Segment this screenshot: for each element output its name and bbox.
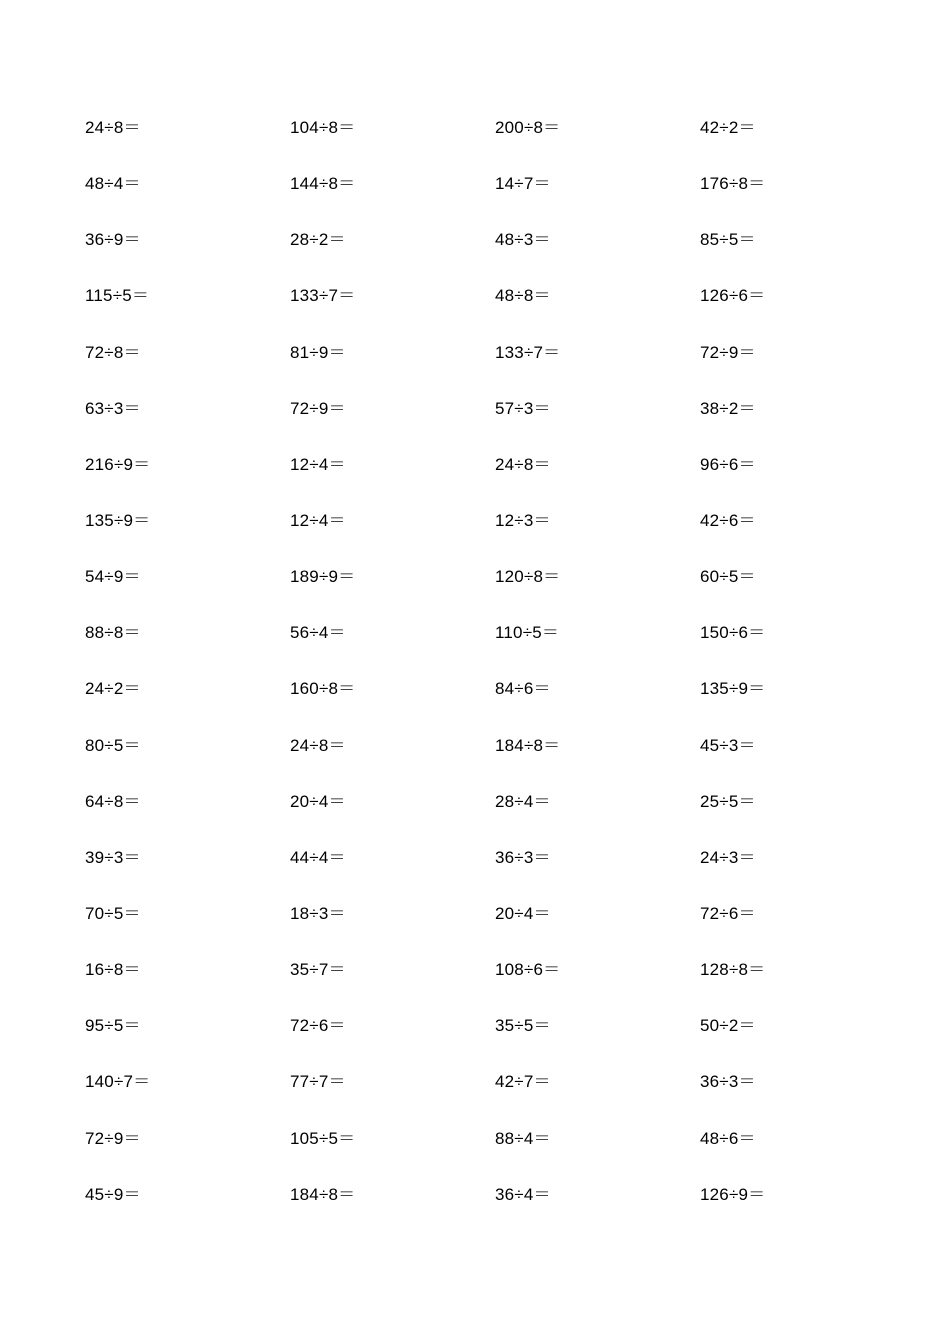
division-problem: 44÷4＝ xyxy=(290,847,346,867)
division-problem: 135÷9＝ xyxy=(85,510,151,530)
division-problem: 72÷9＝ xyxy=(290,398,346,418)
division-problem: 88÷8＝ xyxy=(85,623,141,643)
division-problem: 72÷9＝ xyxy=(700,342,756,362)
division-problem: 56÷4＝ xyxy=(290,623,346,643)
division-problem: 42÷2＝ xyxy=(700,118,756,137)
division-problem: 80÷5＝ xyxy=(85,735,141,755)
division-problem: 54÷9＝ xyxy=(85,567,141,587)
division-problem: 36÷3＝ xyxy=(700,1072,756,1092)
division-problem: 84÷6＝ xyxy=(495,679,551,699)
division-problem: 64÷8＝ xyxy=(85,791,141,811)
division-problem: 48÷4＝ xyxy=(85,174,141,194)
division-problem: 48÷3＝ xyxy=(495,230,551,250)
division-problem: 16÷8＝ xyxy=(85,960,141,980)
division-problem: 20÷4＝ xyxy=(290,791,346,811)
division-problem: 140÷7＝ xyxy=(85,1072,151,1092)
division-problem: 24÷8＝ xyxy=(495,454,551,474)
division-problem: 48÷8＝ xyxy=(495,286,551,306)
division-problem: 45÷3＝ xyxy=(700,735,756,755)
division-problem: 133÷7＝ xyxy=(290,286,356,306)
division-problem: 48÷6＝ xyxy=(700,1128,756,1148)
division-problem: 216÷9＝ xyxy=(85,454,151,474)
division-problem: 120÷8＝ xyxy=(495,567,561,587)
division-problem: 12÷3＝ xyxy=(495,510,551,530)
division-problem: 72÷6＝ xyxy=(700,903,756,923)
division-problem: 184÷8＝ xyxy=(290,1184,356,1204)
division-problem: 108÷6＝ xyxy=(495,960,561,980)
division-problem: 36÷4＝ xyxy=(495,1184,551,1204)
division-problem: 160÷8＝ xyxy=(290,679,356,699)
division-problem: 150÷6＝ xyxy=(700,623,766,643)
division-problem: 25÷5＝ xyxy=(700,791,756,811)
division-problem: 128÷8＝ xyxy=(700,960,766,980)
division-problem: 12÷4＝ xyxy=(290,510,346,530)
division-problem: 24÷8＝ xyxy=(85,118,141,137)
division-problem: 36÷9＝ xyxy=(85,230,141,250)
division-problem: 28÷4＝ xyxy=(495,791,551,811)
division-problem: 176÷8＝ xyxy=(700,174,766,194)
division-problem: 24÷8＝ xyxy=(290,735,346,755)
division-problem: 50÷2＝ xyxy=(700,1016,756,1036)
division-problem: 45÷9＝ xyxy=(85,1184,141,1204)
division-problem: 72÷6＝ xyxy=(290,1016,346,1036)
division-problem: 35÷7＝ xyxy=(290,960,346,980)
division-problem: 200÷8＝ xyxy=(495,118,561,137)
division-problem: 81÷9＝ xyxy=(290,342,346,362)
division-problem: 60÷5＝ xyxy=(700,567,756,587)
division-problem: 105÷5＝ xyxy=(290,1128,356,1148)
division-problem: 42÷6＝ xyxy=(700,510,756,530)
problem-grid xyxy=(85,113,905,1236)
division-problem: 36÷3＝ xyxy=(495,847,551,867)
division-problem: 24÷3＝ xyxy=(700,847,756,867)
division-problem: 14÷7＝ xyxy=(495,174,551,194)
division-problem: 35÷5＝ xyxy=(495,1016,551,1036)
division-problem: 70÷5＝ xyxy=(85,903,141,923)
division-problem: 96÷6＝ xyxy=(700,454,756,474)
division-problem: 72÷8＝ xyxy=(85,342,141,362)
division-problem: 126÷9＝ xyxy=(700,1184,766,1204)
division-problem: 77÷7＝ xyxy=(290,1072,346,1092)
division-problem: 104÷8＝ xyxy=(290,118,356,137)
division-problem: 135÷9＝ xyxy=(700,679,766,699)
division-problem: 38÷2＝ xyxy=(700,398,756,418)
division-problem: 144÷8＝ xyxy=(290,174,356,194)
division-problem: 85÷5＝ xyxy=(700,230,756,250)
division-problem: 95÷5＝ xyxy=(85,1016,141,1036)
division-problem: 39÷3＝ xyxy=(85,847,141,867)
division-problem: 12÷4＝ xyxy=(290,454,346,474)
division-problem: 126÷6＝ xyxy=(700,286,766,306)
division-problem: 18÷3＝ xyxy=(290,903,346,923)
division-problem: 28÷2＝ xyxy=(290,230,346,250)
division-problem: 42÷7＝ xyxy=(495,1072,551,1092)
division-problem: 57÷3＝ xyxy=(495,398,551,418)
division-problem: 133÷7＝ xyxy=(495,342,561,362)
division-problem: 88÷4＝ xyxy=(495,1128,551,1148)
division-problem: 24÷2＝ xyxy=(85,679,141,699)
division-problem: 63÷3＝ xyxy=(85,398,141,418)
division-problem: 189÷9＝ xyxy=(290,567,356,587)
division-problem: 184÷8＝ xyxy=(495,735,561,755)
division-problem: 72÷9＝ xyxy=(85,1128,141,1148)
division-problem: 115÷5＝ xyxy=(85,286,150,306)
division-problem: 110÷5＝ xyxy=(495,623,560,643)
division-problem: 20÷4＝ xyxy=(495,903,551,923)
